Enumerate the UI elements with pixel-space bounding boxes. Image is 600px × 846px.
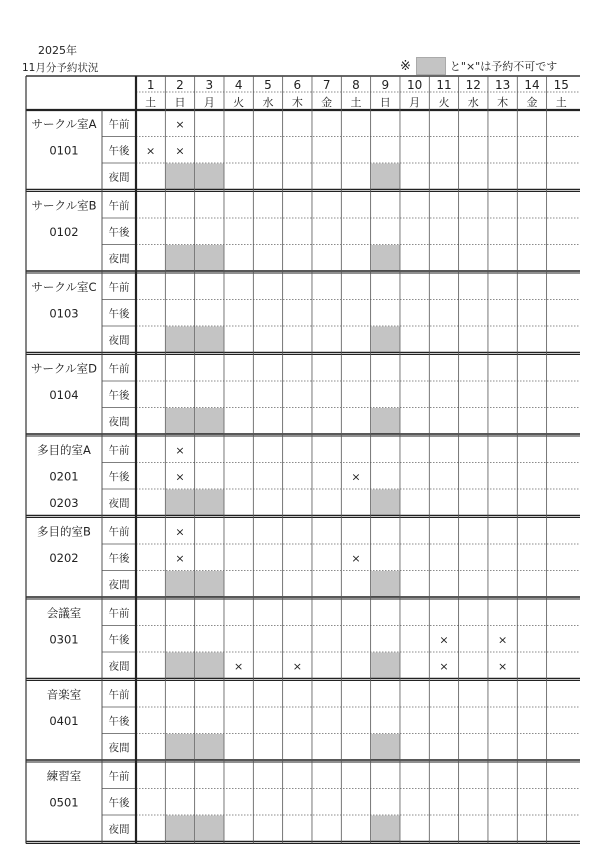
period-label: 夜間 bbox=[108, 253, 130, 265]
period-label: 午前 bbox=[108, 607, 130, 620]
unavailable-shaded-cell bbox=[166, 816, 194, 842]
day-weekday: 金 bbox=[526, 96, 538, 109]
period-label: 午後 bbox=[108, 145, 130, 157]
day-number: 13 bbox=[494, 78, 511, 92]
unavailable-shaded-cell bbox=[195, 490, 223, 516]
room-name: サークル室C bbox=[31, 280, 97, 294]
period-label: 午後 bbox=[108, 308, 130, 320]
period-label: 午前 bbox=[108, 118, 130, 131]
period-label: 夜間 bbox=[108, 416, 130, 428]
day-weekday: 月 bbox=[203, 96, 215, 109]
day-number: 8 bbox=[352, 78, 360, 92]
unavailable-shaded-cell bbox=[166, 653, 194, 679]
room-code: 0101 bbox=[49, 143, 79, 158]
period-label: 午後 bbox=[108, 389, 130, 402]
room-name: 音楽室 bbox=[46, 687, 82, 702]
unavailable-shaded-cell bbox=[371, 734, 399, 760]
unavailable-mark: × bbox=[175, 552, 185, 565]
month-status-title: 11月分予約状況 bbox=[22, 62, 99, 74]
period-label: 夜間 bbox=[108, 823, 130, 836]
day-number: 10 bbox=[406, 78, 423, 92]
day-number: 2 bbox=[176, 78, 184, 92]
unavailable-shaded-cell bbox=[195, 653, 223, 679]
unavailable-shaded-cell bbox=[195, 245, 223, 271]
period-label: 午前 bbox=[108, 526, 130, 538]
unavailable-shaded-cell bbox=[166, 571, 194, 597]
unavailable-shaded-cell bbox=[371, 571, 399, 597]
day-number: 4 bbox=[234, 78, 243, 92]
room-code: 0203 bbox=[49, 496, 79, 510]
unavailable-mark: × bbox=[146, 144, 156, 158]
unavailable-shaded-cell bbox=[371, 164, 399, 190]
period-label: 午前 bbox=[108, 200, 130, 212]
room-name: 会議室 bbox=[46, 606, 82, 620]
room-name: サークル室B bbox=[31, 198, 97, 213]
unavailable-mark: × bbox=[175, 470, 185, 484]
period-label: 夜間 bbox=[108, 334, 130, 347]
period-label: 午前 bbox=[108, 770, 130, 783]
day-weekday: 水 bbox=[467, 96, 479, 109]
unavailable-shaded-cell bbox=[371, 408, 399, 434]
room-name: サークル室A bbox=[31, 117, 97, 131]
unavailable-shaded-cell bbox=[166, 490, 194, 516]
room-code: 0104 bbox=[49, 388, 79, 402]
unavailable-shaded-cell bbox=[195, 816, 223, 842]
day-weekday: 金 bbox=[321, 96, 333, 109]
day-weekday: 火 bbox=[438, 96, 450, 109]
unavailable-shaded-cell bbox=[195, 734, 223, 760]
day-number: 1 bbox=[146, 78, 155, 92]
period-label: 午前 bbox=[108, 363, 130, 375]
day-weekday: 火 bbox=[233, 96, 245, 109]
unavailable-shaded-cell bbox=[166, 327, 194, 353]
day-weekday: 水 bbox=[262, 96, 274, 109]
day-weekday: 日 bbox=[379, 96, 391, 109]
unavailable-shaded-cell bbox=[371, 816, 399, 842]
unavailable-shaded-cell bbox=[195, 327, 223, 353]
period-label: 午後 bbox=[108, 634, 130, 646]
room-code: 0301 bbox=[49, 632, 79, 647]
legend-text: と"×"は予約不可です bbox=[449, 60, 558, 73]
unavailable-shaded-cell bbox=[195, 164, 223, 190]
unavailable-mark: × bbox=[175, 144, 185, 158]
period-label: 午後 bbox=[108, 226, 130, 239]
unavailable-shaded-cell bbox=[371, 490, 399, 516]
unavailable-mark: × bbox=[439, 660, 449, 673]
room-code: 0501 bbox=[49, 795, 79, 810]
day-number: 5 bbox=[264, 78, 272, 92]
period-label: 夜間 bbox=[108, 579, 130, 591]
day-number: 6 bbox=[293, 78, 302, 92]
room-name: 多目的室A bbox=[37, 443, 91, 457]
unavailable-shaded-cell bbox=[166, 164, 194, 190]
room-code: 0401 bbox=[49, 714, 79, 728]
unavailable-shaded-cell bbox=[371, 245, 399, 271]
day-weekday: 木 bbox=[291, 96, 303, 109]
day-weekday: 木 bbox=[497, 96, 509, 109]
unavailable-shaded-cell bbox=[371, 327, 399, 353]
day-number: 9 bbox=[381, 78, 390, 92]
room-name: 多目的室B bbox=[37, 524, 91, 539]
legend-reference-mark: ※ bbox=[400, 58, 411, 74]
room-code: 0102 bbox=[49, 225, 79, 239]
day-weekday: 日 bbox=[174, 96, 186, 109]
day-number: 11 bbox=[436, 78, 452, 92]
day-weekday: 土 bbox=[350, 96, 362, 109]
period-label: 午後 bbox=[108, 715, 130, 728]
day-number: 15 bbox=[553, 78, 569, 92]
unavailable-mark: × bbox=[351, 552, 361, 565]
period-label: 夜間 bbox=[108, 660, 130, 673]
unavailable-mark: × bbox=[175, 525, 185, 539]
day-weekday: 土 bbox=[555, 96, 567, 109]
room-code: 0202 bbox=[49, 551, 79, 565]
period-label: 午前 bbox=[108, 444, 130, 457]
unavailable-mark: × bbox=[351, 470, 361, 484]
day-number: 14 bbox=[524, 78, 540, 92]
period-label: 午後 bbox=[108, 552, 130, 565]
year-label: 2025年 bbox=[38, 44, 77, 57]
period-label: 夜間 bbox=[108, 497, 130, 510]
unavailable-mark: × bbox=[175, 118, 185, 131]
period-label: 午後 bbox=[108, 471, 130, 483]
period-label: 夜間 bbox=[108, 742, 130, 754]
room-name: サークル室D bbox=[30, 361, 98, 376]
day-weekday: 月 bbox=[409, 96, 421, 109]
unavailable-mark: × bbox=[439, 633, 449, 647]
unavailable-mark: × bbox=[234, 660, 244, 673]
unavailable-mark: × bbox=[292, 660, 302, 673]
unavailable-shaded-cell bbox=[166, 408, 194, 434]
period-label: 午前 bbox=[108, 689, 130, 701]
unavailable-shaded-cell bbox=[195, 408, 223, 434]
unavailable-shaded-cell bbox=[371, 653, 399, 679]
period-label: 午前 bbox=[108, 281, 130, 294]
day-number: 12 bbox=[465, 78, 481, 92]
period-label: 夜間 bbox=[108, 171, 130, 184]
period-label: 午後 bbox=[108, 797, 130, 809]
unavailable-shaded-cell bbox=[166, 245, 194, 271]
unavailable-mark: × bbox=[498, 633, 508, 647]
unavailable-shaded-cell bbox=[195, 571, 223, 597]
day-number: 3 bbox=[205, 78, 214, 92]
day-number: 7 bbox=[322, 78, 331, 92]
room-code: 0201 bbox=[49, 469, 79, 484]
unavailable-mark: × bbox=[498, 660, 508, 673]
room-name: 練習室 bbox=[46, 769, 82, 783]
day-weekday: 土 bbox=[145, 96, 157, 109]
unavailable-shaded-cell bbox=[166, 734, 194, 760]
room-code: 0103 bbox=[49, 306, 79, 321]
unavailable-mark: × bbox=[175, 444, 185, 457]
